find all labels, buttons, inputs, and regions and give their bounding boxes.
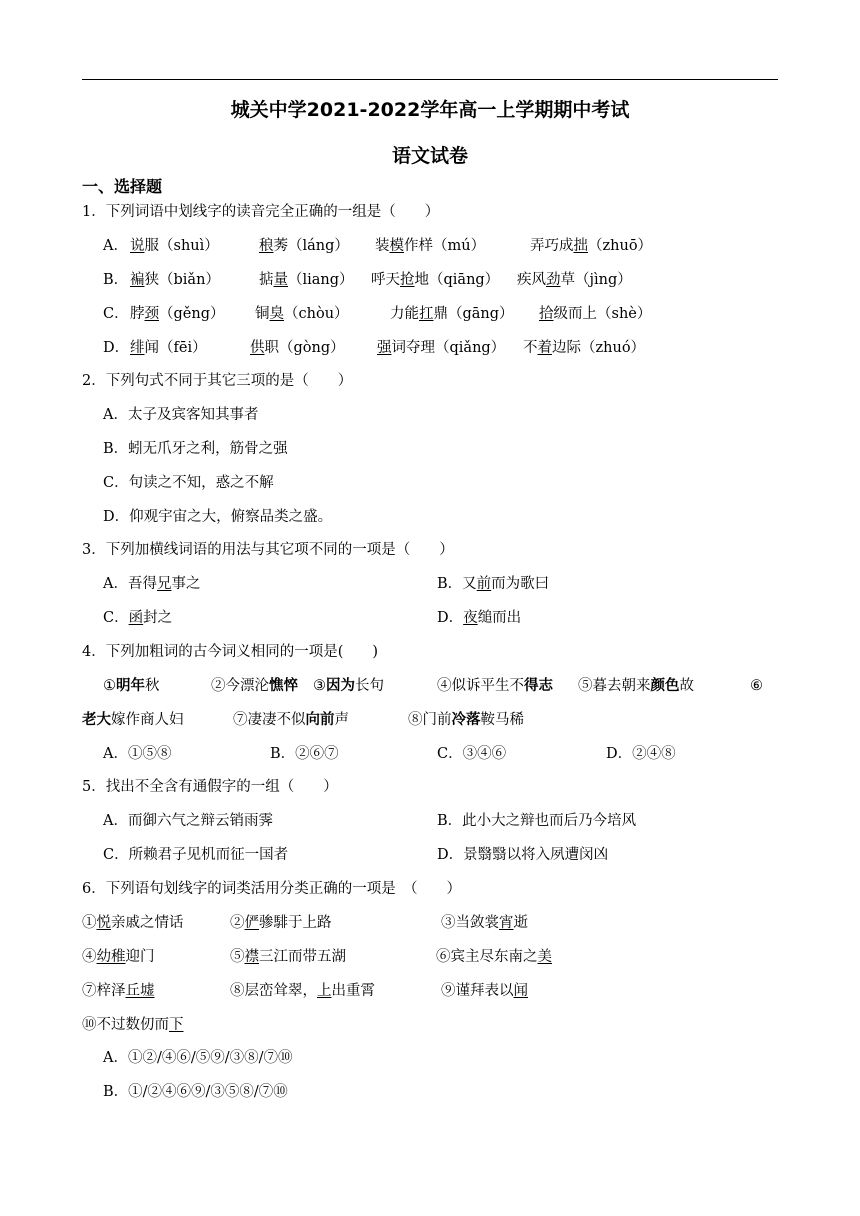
q5-stem: 5．找出不全含有通假字的一组（ ） xyxy=(82,779,338,795)
item-number: ④ xyxy=(82,949,97,965)
underlined-word: 幼稚 xyxy=(96,949,126,965)
q6-item xyxy=(82,947,155,967)
item-number: ④ xyxy=(437,678,452,694)
underlined-char: 稂 xyxy=(259,238,274,254)
word-suffix: （liang） xyxy=(288,272,354,288)
underlined-char: 供 xyxy=(250,340,265,356)
q4-item xyxy=(103,676,160,696)
item-number: ③ xyxy=(313,678,326,694)
item-number: ⑩ xyxy=(82,1017,97,1033)
underlined-char: 拾 xyxy=(539,306,554,322)
q6-item xyxy=(82,1015,184,1035)
word-prefix: 脖 xyxy=(130,306,145,322)
underlined-word: 悦 xyxy=(96,915,111,931)
q1-option-b-word xyxy=(130,270,220,290)
q1-option-c-word xyxy=(539,304,651,324)
item-number: ⑦ xyxy=(233,712,248,728)
q6-option-a: A．①②/④⑥/⑤⑨/③⑧/⑦⑩ xyxy=(103,1050,293,1066)
bold-word: 憔悴 xyxy=(269,677,298,694)
item-number: ⑤ xyxy=(578,678,593,694)
q1-option-c-label: C． xyxy=(103,306,129,322)
item-number: ⑧ xyxy=(408,712,423,728)
item-number: ① xyxy=(82,915,97,931)
underlined-word: 美 xyxy=(537,949,552,965)
item-text: 亲戚之情话 xyxy=(111,915,184,931)
item-number: ⑤ xyxy=(230,949,245,965)
q1-option-a-word xyxy=(130,236,219,256)
item-text: 凄凄不似 xyxy=(247,712,306,728)
underlined-char: 抢 xyxy=(400,272,415,288)
underlined-char: 着 xyxy=(537,340,552,356)
q5-option-b: B．此小大之辩也而后乃今培风 xyxy=(437,813,637,829)
word-suffix: （zhuō） xyxy=(588,238,653,254)
underlined-char: 模 xyxy=(389,238,404,254)
underlined-word: 宵 xyxy=(499,915,514,931)
item-text: 鞍马稀 xyxy=(480,712,524,728)
underlined-char: 绯 xyxy=(130,340,145,356)
underlined-word: 丘墟 xyxy=(125,983,155,999)
underlined-char: 臭 xyxy=(269,306,284,322)
item-number: ⑥ xyxy=(750,678,763,694)
bold-word: 因为 xyxy=(326,677,355,694)
q3-stem: 3．下列加横线词语的用法与其它项不同的一项是（ ） xyxy=(82,542,454,558)
q6-item xyxy=(230,947,346,967)
underlined-char: 颈 xyxy=(144,306,159,322)
underlined-word: 闻 xyxy=(513,983,528,999)
word-suffix: 草（jìng） xyxy=(560,272,632,288)
underlined-char: 劲 xyxy=(546,272,561,288)
q1-option-c-word xyxy=(130,304,224,324)
q6-item xyxy=(230,913,332,933)
item-number: ① xyxy=(103,678,116,694)
word-prefix: 掂 xyxy=(259,272,274,288)
item-text: 声 xyxy=(334,712,349,728)
underlined-char: 扛 xyxy=(419,306,434,322)
item-number: ⑥ xyxy=(436,949,451,965)
q4-item xyxy=(82,710,184,730)
q4-option-d: D．②④⑧ xyxy=(606,746,676,762)
item-text: 门前 xyxy=(422,712,452,728)
q6-item xyxy=(441,981,528,1001)
item-number: ② xyxy=(211,678,226,694)
word-suffix: （chòu） xyxy=(284,306,349,322)
q6-option-b: B．①/②④⑥⑨/③⑤⑧/⑦⑩ xyxy=(103,1084,288,1100)
underlined-char: 强 xyxy=(377,340,392,356)
q1-option-a-word xyxy=(530,236,652,256)
underlined-char: 量 xyxy=(273,272,288,288)
q4-option-c: C．③④⑥ xyxy=(437,746,507,762)
q4-item xyxy=(211,676,298,696)
q1-option-b-label: B． xyxy=(103,272,129,288)
item-number: ② xyxy=(230,915,245,931)
underlined-word: 下 xyxy=(169,1017,184,1033)
q1-option-d-word xyxy=(377,338,505,358)
word-suffix: 级而上（shè） xyxy=(553,306,652,322)
q3-option-c: C．函封之 xyxy=(103,610,173,626)
bold-word: 颜色 xyxy=(650,677,680,694)
underlined-char: 说 xyxy=(130,238,145,254)
item-text: 迎门 xyxy=(125,949,155,965)
q2-option-c: C．句读之不知，惑之不解 xyxy=(103,475,274,491)
item-text: 暮去朝来 xyxy=(592,678,651,694)
q4-option-b: B．②⑥⑦ xyxy=(270,746,339,762)
word-prefix: 铜 xyxy=(255,306,270,322)
item-text: 不过数仞而 xyxy=(96,1017,169,1033)
q2-option-a: A．太子及宾客知其事者 xyxy=(103,407,259,423)
word-suffix: 服（shuì） xyxy=(144,238,219,254)
q4-stem: 4．下列加粗词的古今词义相同的一项是( ) xyxy=(82,644,379,660)
underlined-word: 上 xyxy=(317,983,332,999)
underlined-char: 拙 xyxy=(573,238,588,254)
item-text: 秋 xyxy=(145,678,160,694)
q4-item xyxy=(233,710,349,730)
bold-word: 向前 xyxy=(305,711,335,728)
item-number: ⑨ xyxy=(441,983,456,999)
q4-item xyxy=(437,676,553,696)
word-suffix: 地（qiāng） xyxy=(414,272,500,288)
q1-option-b-word xyxy=(517,270,632,290)
header-rule xyxy=(82,79,778,80)
word-suffix: 狭（biǎn） xyxy=(144,272,220,288)
section-title: 一、选择题 xyxy=(82,177,163,196)
item-text: 逝 xyxy=(513,915,528,931)
word-suffix: （gěng） xyxy=(159,306,225,322)
item-text: 宾主尽东南之 xyxy=(450,949,538,965)
item-text: 骖騑于上路 xyxy=(259,915,332,931)
word-suffix: 职（gòng） xyxy=(264,340,345,356)
word-suffix: 闻（fēi） xyxy=(144,340,207,356)
item-number: ⑧ xyxy=(230,983,245,999)
item-text: 谨拜表以 xyxy=(455,983,514,999)
word-suffix: 词夺理（qiǎng） xyxy=(391,340,506,356)
q2-stem: 2．下列句式不同于其它三项的是（ ） xyxy=(82,373,353,389)
word-prefix: 疾风 xyxy=(517,272,546,288)
q3-option-d: D．夜缒而出 xyxy=(437,610,522,626)
item-text: 似诉平生不 xyxy=(451,678,524,694)
underlined-char: 褊 xyxy=(130,272,145,288)
q1-option-a-label: A． xyxy=(103,238,128,254)
item-text: 三江而带五湖 xyxy=(259,949,346,965)
bold-word: 冷落 xyxy=(451,711,481,728)
q6-item xyxy=(230,981,375,1001)
q4-item xyxy=(750,676,763,696)
q6-stem: 6．下列语句划线字的词类活用分类正确的一项是 （ ） xyxy=(82,881,461,897)
page-title: 城关中学2021-2022学年高一上学期期中考试 xyxy=(230,99,630,121)
q4-option-a: A．①⑤⑧ xyxy=(103,746,172,762)
q1-option-d-word xyxy=(250,338,345,358)
page-subtitle: 语文试卷 xyxy=(391,145,468,167)
q1-option-d-word xyxy=(523,338,645,358)
q1-option-c-word xyxy=(390,304,514,324)
q2-option-d: D．仰观宇宙之大，俯察品类之盛。 xyxy=(103,509,333,525)
q1-option-a-word xyxy=(375,236,485,256)
bold-word: 明年 xyxy=(116,677,145,694)
q1-stem: 1．下列词语中划线字的读音完全正确的一组是（ ） xyxy=(82,204,440,220)
word-suffix: 边际（zhuó） xyxy=(552,340,646,356)
q6-item xyxy=(82,913,184,933)
q1-option-b-word xyxy=(371,270,499,290)
item-text: 层峦耸翠， xyxy=(244,983,317,999)
q6-item xyxy=(436,947,552,967)
bold-word: 老大 xyxy=(82,711,111,728)
q6-item xyxy=(82,981,155,1001)
bold-word: 得志 xyxy=(524,677,553,694)
item-text: 出重霄 xyxy=(331,983,375,999)
q6-item xyxy=(441,913,528,933)
q4-item xyxy=(408,710,524,730)
q5-option-a: A．而御六气之辩云销雨霁 xyxy=(103,813,273,829)
item-text: 故 xyxy=(679,678,694,694)
underlined-word: 俨 xyxy=(244,915,259,931)
item-text: 梓泽 xyxy=(96,983,126,999)
word-suffix: 作样（mú） xyxy=(404,238,486,254)
q1-option-b-word xyxy=(259,270,354,290)
word-prefix: 呼天 xyxy=(371,272,400,288)
q3-option-b: B．又前而为歌曰 xyxy=(437,576,550,592)
q1-option-d-word xyxy=(130,338,207,358)
q1-option-d-label: D． xyxy=(103,340,130,356)
q2-option-b: B．蚓无爪牙之利，筋骨之强 xyxy=(103,441,288,457)
word-prefix: 力能 xyxy=(390,306,419,322)
item-text: 嫁作商人妇 xyxy=(111,712,184,728)
q1-option-a-word xyxy=(259,236,349,256)
word-prefix: 装 xyxy=(375,238,390,254)
item-number: ⑦ xyxy=(82,983,97,999)
q5-option-c: C．所赖君子见机而征一国者 xyxy=(103,847,289,863)
word-suffix: 莠（láng） xyxy=(273,238,349,254)
item-text: 当敛裳 xyxy=(455,915,499,931)
word-prefix: 弄巧成 xyxy=(530,238,574,254)
q4-item xyxy=(313,676,384,696)
q1-option-c-word xyxy=(255,304,349,324)
q5-option-d: D．景翳翳以将入夙遭闵凶 xyxy=(437,847,609,863)
underlined-word: 襟 xyxy=(244,949,259,965)
item-number: ③ xyxy=(441,915,456,931)
item-text: 今漂沦 xyxy=(225,678,269,694)
q3-option-a: A．吾得兄事之 xyxy=(103,576,201,592)
q4-item xyxy=(578,676,694,696)
word-prefix: 不 xyxy=(523,340,538,356)
item-text: 长句 xyxy=(355,678,384,694)
word-suffix: 鼎（gāng） xyxy=(433,306,514,322)
